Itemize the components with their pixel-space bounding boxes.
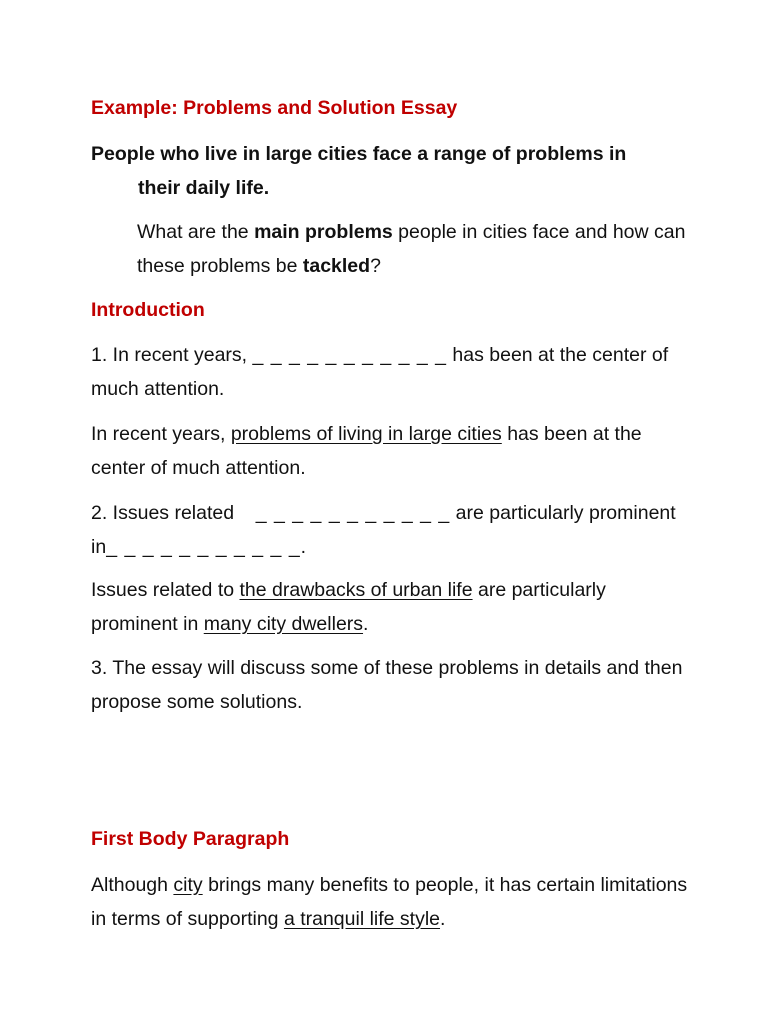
answer2-underlined1: the drawbacks of urban life bbox=[239, 579, 473, 601]
body-pre: Although bbox=[91, 874, 174, 896]
item1-pre: 1. In recent years, bbox=[91, 344, 253, 366]
answer-2 bbox=[91, 573, 691, 641]
first-body-heading: First Body Paragraph bbox=[91, 828, 290, 850]
essay-prompt bbox=[91, 137, 691, 205]
body-underlined-city: city bbox=[173, 874, 203, 896]
answer2-underlined2: many city dwellers bbox=[203, 613, 364, 635]
exercise-item-2 bbox=[91, 496, 691, 564]
item2-blank1: _ _ _ _ _ _ _ _ _ _ _ bbox=[255, 502, 451, 524]
item2-post: . bbox=[300, 536, 307, 558]
item2-mid: are particularly prominent in bbox=[91, 502, 682, 558]
exercise-item-3: 3. The essay will discuss some of these problems in details and then propose some solutions. bbox=[91, 657, 683, 713]
document-title: Example: Problems and Solution Essay bbox=[91, 97, 458, 119]
item1-blank: _ _ _ _ _ _ _ _ _ _ _ bbox=[252, 344, 447, 366]
answer1-underlined: problems of living in large cities bbox=[230, 423, 502, 445]
answer2-mid: are particularly prominent in bbox=[91, 579, 606, 635]
answer2-post: . bbox=[363, 613, 369, 635]
body-post: . bbox=[440, 908, 446, 930]
question-main-problems: main problems bbox=[254, 221, 393, 243]
item2-blank2: _ _ _ _ _ _ _ _ _ _ _ bbox=[106, 536, 301, 558]
answer-1 bbox=[91, 417, 691, 485]
essay-prompt-line1: People who live in large cities face a range of problems in bbox=[91, 143, 627, 165]
question-tackled: tackled bbox=[302, 255, 371, 277]
essay-prompt-line2: their daily life. bbox=[138, 177, 270, 199]
item2-pre: 2. Issues related bbox=[91, 502, 256, 524]
body-mid: brings many benefits to people, it has certain limitations in terms of supporting bbox=[91, 874, 688, 930]
answer1-pre: In recent years, bbox=[91, 423, 231, 445]
item1-post: has been at the center of much attention. bbox=[91, 344, 669, 400]
body-paragraph bbox=[91, 868, 691, 936]
exercise-item-1 bbox=[91, 338, 691, 406]
answer1-post: has been at the center of much attention. bbox=[91, 423, 642, 479]
answer2-pre: Issues related to bbox=[91, 579, 240, 601]
essay-question bbox=[137, 215, 697, 283]
introduction-heading: Introduction bbox=[91, 299, 205, 321]
body-underlined-lifestyle: a tranquil life style bbox=[283, 908, 441, 930]
question-mid: people in cities face and how can these problems be bbox=[137, 221, 686, 277]
question-post: ? bbox=[370, 255, 381, 277]
question-pre: What are the bbox=[137, 221, 255, 243]
